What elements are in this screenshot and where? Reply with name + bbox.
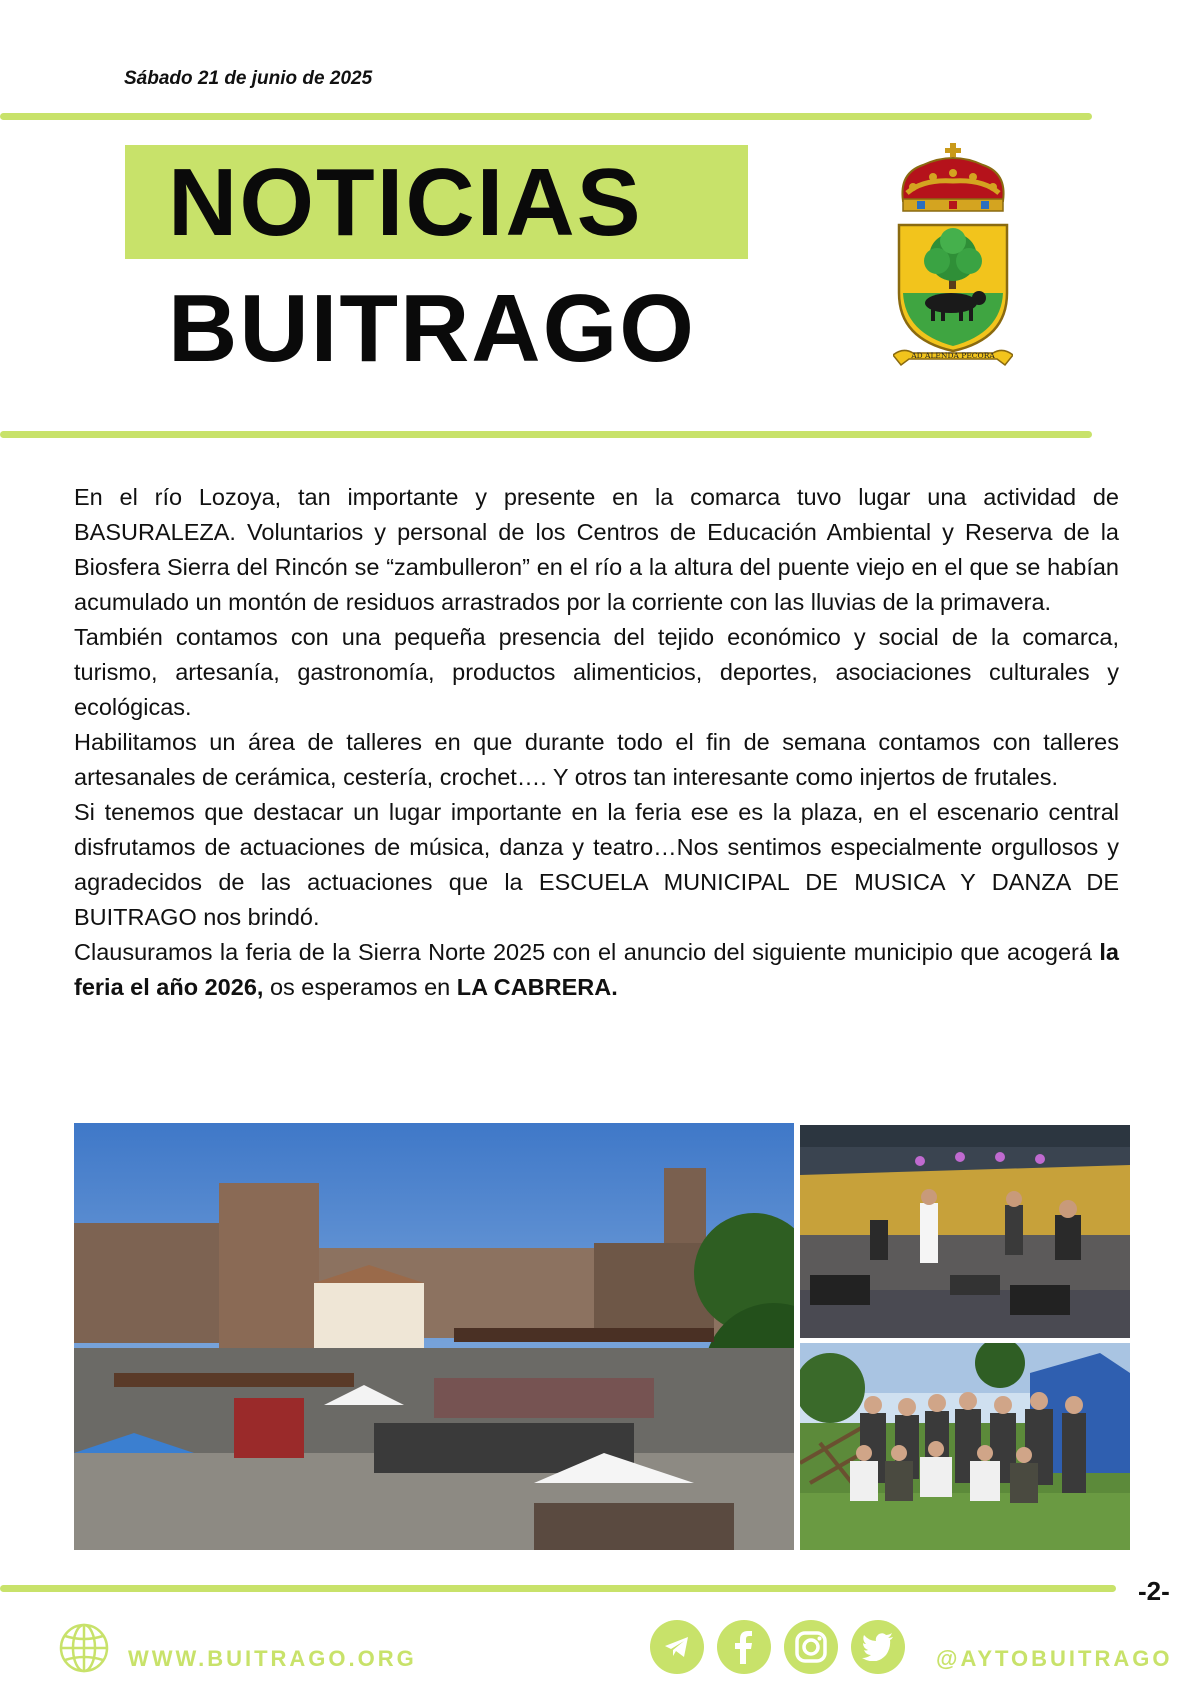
social-handle-link[interactable]: @AYTOBUITRAGO (936, 1646, 1173, 1671)
top-divider (0, 113, 1092, 120)
website-link[interactable]: WWW.BUITRAGO.ORG (128, 1646, 417, 1671)
photo-stage-musicians (800, 1125, 1130, 1338)
facebook-icon[interactable] (717, 1620, 771, 1674)
photo-volunteers-group (800, 1343, 1130, 1550)
municipal-crest-icon (893, 143, 1013, 373)
title-line-2: BUITRAGO (168, 275, 696, 382)
photo-plaza-castle (74, 1123, 794, 1550)
instagram-icon[interactable] (784, 1620, 838, 1674)
twitter-icon[interactable] (851, 1620, 905, 1674)
telegram-icon[interactable] (650, 1620, 704, 1674)
highlight-town: LA CABRERA. (456, 974, 618, 1000)
paragraph-2: También contamos con una pequeña presencia del tejido económico y social de la comarca, turismo, artesanía, gastronomía, productos alimenticios, deportes, asociaciones culturales y ecológicas. (74, 624, 1119, 720)
crest-motto: AD ALENDA PECORA (911, 351, 995, 360)
page-number: -2- (1138, 1576, 1170, 1606)
footer-divider (0, 1585, 1116, 1592)
paragraph-5: Clausuramos la feria de la Sierra Norte 2025 con el anuncio del siguiente municipio que acogerá la feria el año 2026, os esperamos en LA CABRERA. (74, 939, 1119, 1000)
globe-icon (58, 1622, 110, 1674)
article-body (74, 480, 1119, 1005)
title-line-1: NOTICIAS (168, 149, 643, 256)
issue-date: Sábado 21 de junio de 2025 (124, 68, 373, 89)
highlight-year: la feria el año 2026, (74, 939, 1119, 1000)
header-bottom-divider (0, 431, 1092, 438)
paragraph-3: Habilitamos un área de talleres en que durante todo el fin de semana contamos con talleres artesanales de cerámica, cestería, crochet…. Y otros tan interesante como injertos de frutales. (74, 729, 1119, 790)
paragraph-4: Si tenemos que destacar un lugar importante en la feria ese es la plaza, en el escenario central disfrutamos de actuaciones de música, danza y teatro…Nos sentimos especialmente orgullosos y agradecidos de las actuaciones que la ESCUELA MUNICIPAL DE MUSICA Y DANZA DE BUITRAGO nos brindó. (74, 799, 1119, 930)
paragraph-1: En el río Lozoya, tan importante y presente en la comarca tuvo lugar una actividad de BASURALEZA. Voluntarios y personal de los Centros de Educación Ambiental y Reserva de la Biosfera Sierra del Rincón se “zambulleron” en el río a la altura del puente viejo en el que se habían acumulado un montón de residuos arrastrados por la corriente con las lluvias de la primavera. (74, 484, 1119, 615)
